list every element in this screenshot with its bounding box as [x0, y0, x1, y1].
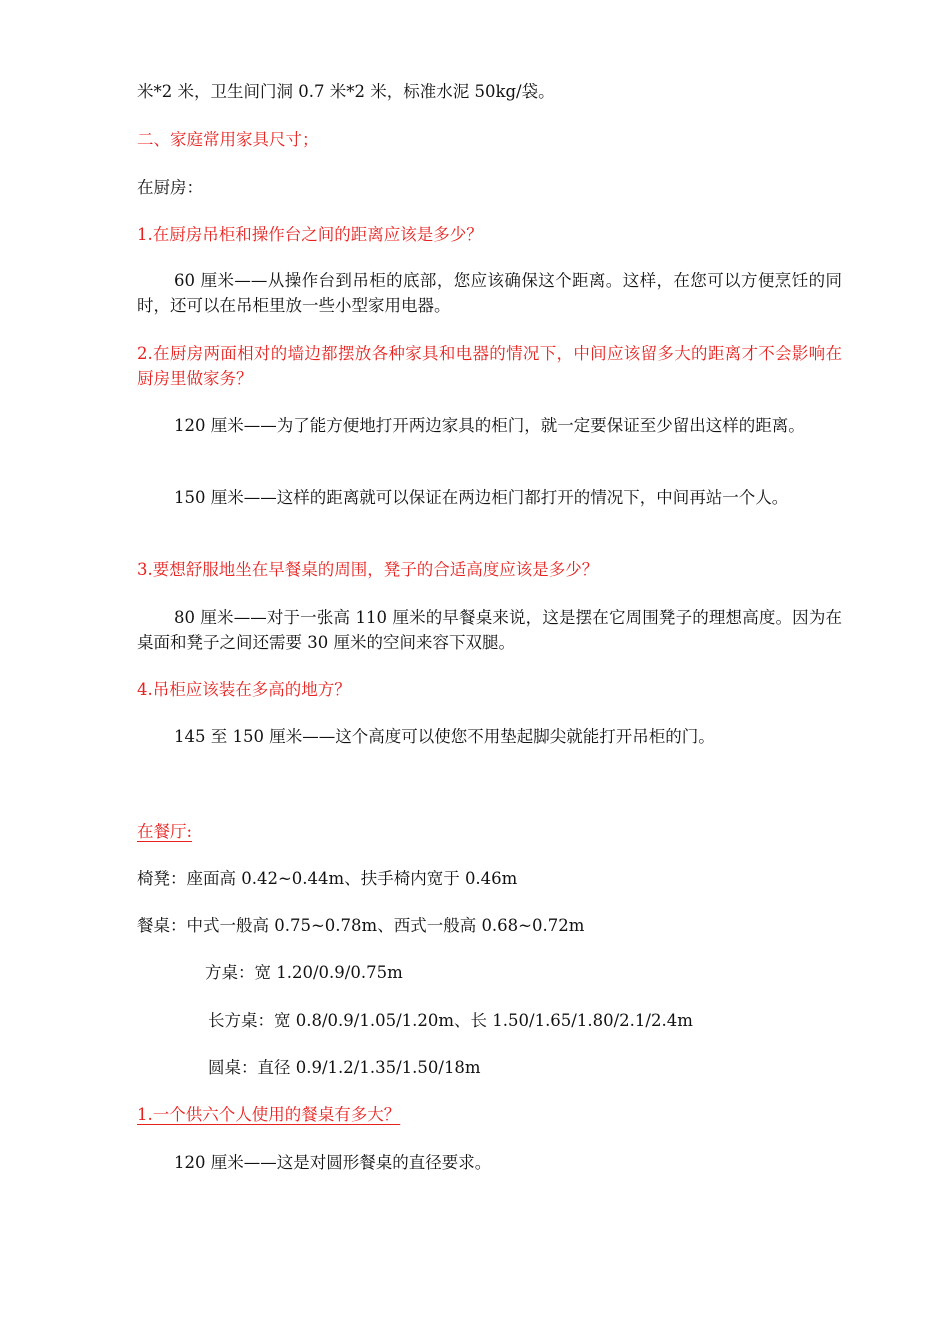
dining-chair-spec: 椅凳：座面高 0.42~0.44m、扶手椅内宽于 0.46m	[137, 869, 518, 888]
section-heading: 二、家庭常用家具尺寸；	[137, 130, 319, 149]
intro-line: 米*2 米，卫生间门洞 0.7 米*2 米，标准水泥 50kg/袋。	[137, 82, 555, 101]
dining-question-1: 1.一个供六个人使用的餐桌有多大？	[137, 1105, 401, 1124]
dining-title: 在餐厅:	[137, 822, 193, 841]
kitchen-question-1: 1.在厨房吊柜和操作台之间的距离应该是多少？	[137, 225, 483, 244]
kitchen-answer-3: 80 厘米——对于一张高 110 厘米的早餐桌来说，这是摆在它周围凳子的理想高度。因为在桌面和凳子之间还需要 30 厘米的空间来容下双腿。	[137, 608, 842, 652]
kitchen-answer-1: 60 厘米——从操作台到吊柜的底部，您应该确保这个距离。这样，在您可以方便烹饪的同时，还可以在吊柜里放一些小型家用电器。	[137, 271, 842, 315]
dining-answer-1: 120 厘米——这是对圆形餐桌的直径要求。	[174, 1153, 492, 1172]
kitchen-question-4: 4.吊柜应该装在多高的地方？	[137, 680, 351, 699]
square-table-spec: 方桌：宽 1.20/0.9/0.75m	[205, 963, 403, 982]
kitchen-answer-4: 145 至 150 厘米——这个高度可以使您不用垫起脚尖就能打开吊柜的门。	[174, 727, 715, 746]
dining-table-spec: 餐桌：中式一般高 0.75~0.78m、西式一般高 0.68~0.72m	[137, 916, 585, 935]
kitchen-question-2: 2.在厨房两面相对的墙边都摆放各种家具和电器的情况下，中间应该留多大的距离才不会影响在厨房里做家务？	[137, 344, 842, 388]
kitchen-answer-2b: 150 厘米——这样的距离就可以保证在两边柜门都打开的情况下，中间再站一个人。	[174, 488, 789, 507]
kitchen-question-3: 3.要想舒服地坐在早餐桌的周围，凳子的合适高度应该是多少？	[137, 560, 599, 579]
round-table-spec: 圆桌：直径 0.9/1.2/1.35/1.50/18m	[208, 1058, 481, 1077]
kitchen-answer-2a: 120 厘米——为了能方便地打开两边家具的柜门，就一定要保证至少留出这样的距离。	[174, 416, 805, 435]
kitchen-title: 在厨房：	[137, 178, 203, 197]
long-table-spec: 长方桌：宽 0.8/0.9/1.05/1.20m、长 1.50/1.65/1.80/2.1/2.4m	[208, 1011, 693, 1030]
